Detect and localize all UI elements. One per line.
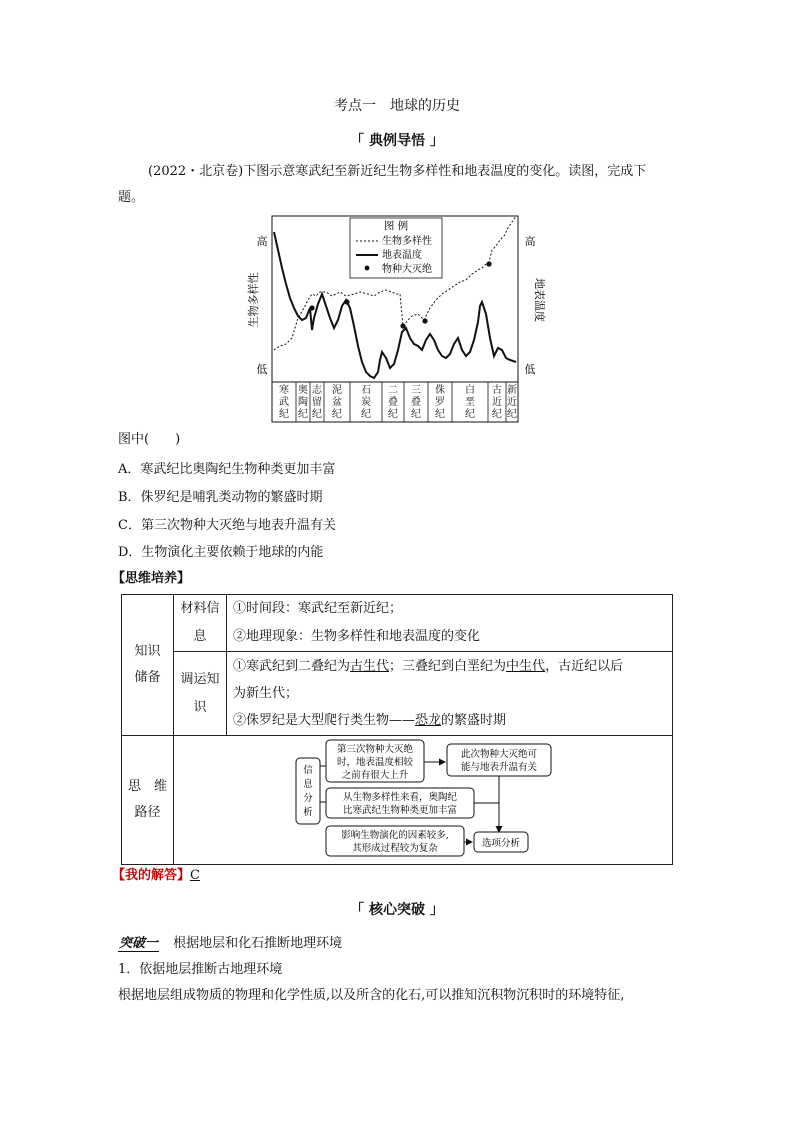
svg-text:从生物多样性来看，奥陶纪: 从生物多样性来看，奥陶纪 [342, 792, 458, 803]
option-c[interactable]: C．第三次物种大灭绝与地表升温有关 [118, 518, 336, 533]
cell-material-label: 材料信 息 [174, 595, 227, 652]
svg-text:之前有很大上升: 之前有很大上升 [341, 770, 409, 781]
period-label: 古近纪 [492, 385, 502, 420]
svg-text:影响生物演化的因素较多,: 影响生物演化的因素较多, [341, 830, 449, 841]
svg-text:信: 信 [303, 765, 313, 776]
page-title: 考点一 地球的历史 [334, 98, 460, 114]
svg-text:能与地表升温有关: 能与地表升温有关 [460, 762, 538, 773]
section-heading-examples: 「 典例导悟 」 [350, 133, 444, 149]
svg-text:息: 息 [303, 779, 313, 790]
legend-bio-label: 生物多样性 [382, 236, 432, 247]
svg-text:析: 析 [303, 807, 313, 818]
period-label: 奥陶纪 [298, 385, 308, 420]
option-b[interactable]: B．侏罗纪是哺乳类动物的繁盛时期 [118, 490, 323, 505]
option-a[interactable]: A．寒武纪比奥陶纪生物种类更加丰富 [118, 462, 336, 477]
period-label: 石炭纪 [361, 385, 371, 420]
period-label: 三叠纪 [411, 385, 421, 420]
period-label: 侏罗纪 [435, 385, 445, 420]
legend-ext-swatch [365, 266, 370, 271]
extinction-marker-2 [344, 299, 349, 304]
breakthrough-badge: 突破一 [119, 936, 159, 951]
question-line-1: (2022・北京卷)下图示意寒武纪至新近纪生物多样性和地表温度的变化。读图，完成下 [148, 164, 647, 179]
cell-material-content: ①时间段：寒武纪至新近纪； ②地理现象：生物多样性和地表温度的变化 [227, 595, 673, 652]
cell-knowledge-label: 调运知 识 [174, 652, 227, 736]
question-stem: 图中( ) [118, 432, 181, 447]
thinking-header: 【思维培养】 [112, 571, 191, 586]
legend-temp-label: 地表温度 [382, 250, 422, 261]
cell-thinking-path: 思 维 路径 [122, 736, 174, 865]
answer-label: 【我的解答】 [112, 868, 191, 883]
cell-knowledge-content: ①寒武纪到二叠纪为古生代；三叠纪到白垩纪为中生代，古近纪以后 为新生代； ②侏罗纪是大型爬行类生物——恐龙的繁盛时期 [227, 652, 673, 736]
period-label: 二叠纪 [388, 385, 398, 420]
option-d[interactable]: D．生物演化主要依赖于地球的内能 [118, 545, 324, 560]
flow-diagram [174, 736, 672, 864]
left-axis-title: 生物多样性 [247, 272, 260, 328]
question-line-2: 题。 [118, 190, 145, 205]
answer-row [112, 864, 200, 883]
breakthrough-title: 根据地层和化石推断地理环境 [173, 936, 343, 951]
right-axis-title: 地表温度 [533, 278, 546, 322]
legend-title: 图 例 [383, 220, 409, 232]
period-label: 志留纪 [312, 385, 322, 420]
section-heading-core: 「 核心突破 」 [350, 902, 444, 918]
period-label: 泥盆纪 [332, 385, 342, 420]
period-label: 寒武纪 [279, 385, 289, 420]
cell-knowledge: 知识 储备 [122, 595, 174, 736]
extinction-marker-5 [486, 261, 491, 266]
period-label: 新近纪 [507, 385, 517, 420]
answer-value: C [190, 868, 200, 883]
left-axis-low: 低 [256, 363, 268, 376]
svg-text:此次物种大灭绝可: 此次物种大灭绝可 [460, 749, 538, 760]
extinction-marker-3 [400, 323, 405, 328]
svg-text:选项分析: 选项分析 [481, 838, 521, 849]
breakthrough-heading [118, 932, 342, 951]
body-paragraph: 根据地层组成物质的物理和化学性质,以及所含的化石,可以推知沉积物沉积时的环境特征, [118, 988, 625, 1003]
knowledge-table [121, 594, 673, 865]
right-axis-high: 高 [524, 235, 536, 248]
extinction-marker-4 [422, 318, 427, 323]
svg-text:其形成过程较为复杂: 其形成过程较为复杂 [352, 843, 438, 854]
subheading-1: 1．依据地层推断古地理环境 [118, 962, 283, 977]
svg-text:比寒武纪生物种类更加丰富: 比寒武纪生物种类更加丰富 [342, 805, 458, 816]
svg-text:第三次物种大灭绝: 第三次物种大灭绝 [336, 744, 414, 755]
legend-ext-label: 物种大灭绝 [382, 264, 432, 275]
period-label: 白垩纪 [465, 385, 475, 420]
left-axis-high: 高 [256, 235, 268, 248]
svg-text:时，地表温度相较: 时，地表温度相较 [336, 757, 414, 768]
extinction-marker-1 [309, 305, 314, 310]
cell-flow-diagram [174, 736, 673, 865]
biodiversity-temperature-chart [240, 210, 550, 428]
svg-text:分: 分 [303, 793, 313, 804]
right-axis-low: 低 [524, 363, 536, 376]
